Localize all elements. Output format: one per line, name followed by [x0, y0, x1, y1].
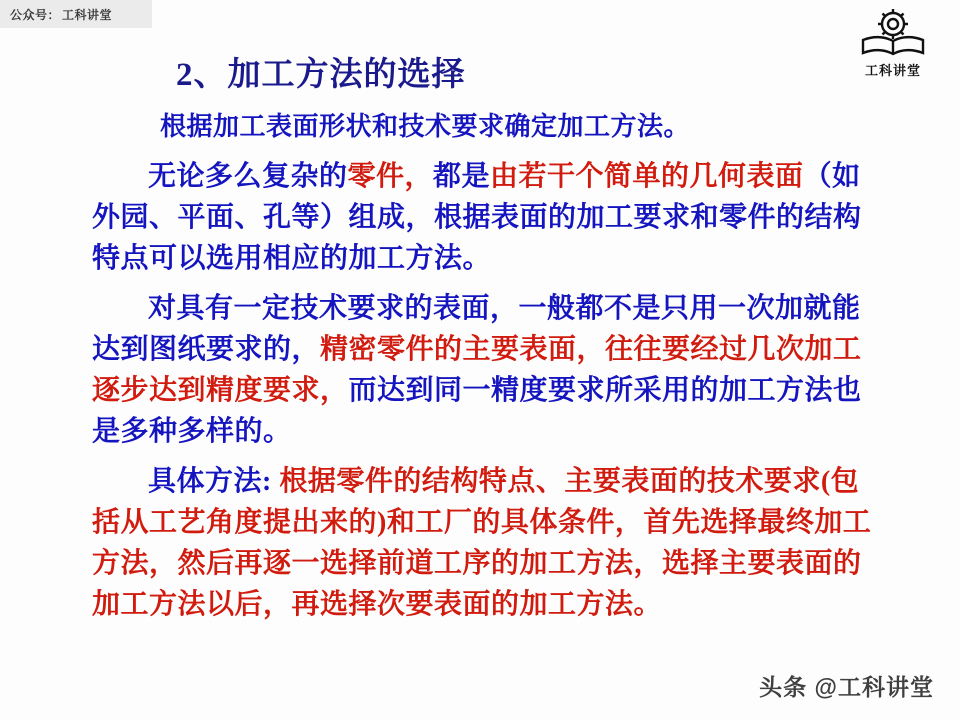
text-run: 都是: [433, 161, 491, 192]
wechat-label: 公众号：: [10, 7, 61, 22]
text-run: 根据零件的结构特点、主要表面的技术要求(包括从工艺角度提出来的)和工厂的具体条件，首先选择最终加工方法，然后再逐一选择前道工序的加工方法，选择主要表面的加工方法以后，再选择次要表面的加工方法。: [92, 466, 872, 620]
slide-body: [92, 156, 882, 634]
toutiao-watermark: 头条 @工科讲堂: [759, 674, 934, 700]
text-run: 精密零件的主要表面，往往要经过几次加工逐步达到精度要求，: [92, 334, 862, 406]
brand-logo: [850, 6, 936, 79]
paragraph-3: [92, 461, 882, 625]
text-run: 由若干个简单的几何表面: [490, 161, 804, 192]
paragraph-1: [92, 156, 882, 279]
logo-text: 工科讲堂: [864, 63, 921, 78]
paragraph-2: [92, 288, 882, 452]
text-run: 无论多么复杂的: [148, 161, 348, 192]
page-title: 2、加工方法的选择: [176, 57, 466, 93]
text-run: 具体方法:: [148, 466, 272, 497]
text-run: （如外园、平面、孔等）组成，根据表面的加工要求和零件的结构特点可以选用相应的加工方法。: [92, 161, 862, 274]
text-run: 零件，: [347, 161, 434, 192]
wechat-value: 工科讲堂: [62, 7, 113, 22]
book-gear-icon: [857, 6, 929, 58]
wechat-watermark: [0, 0, 152, 28]
page-subtitle: 根据加工表面形状和技术要求确定加工方法。: [160, 112, 691, 141]
text-run: 而达到同一精度要求所采用的加工方法也是多种多样的。: [92, 375, 862, 447]
text-run: 对具有一定技术要求的表面，一般都不是只用一次加就能达到图纸要求的，: [92, 293, 861, 365]
